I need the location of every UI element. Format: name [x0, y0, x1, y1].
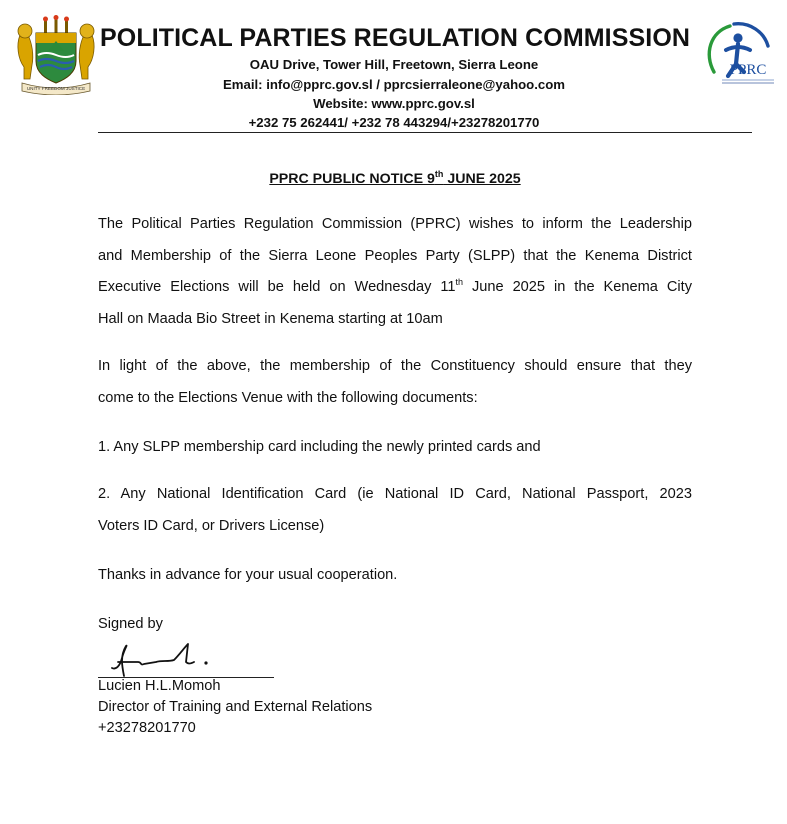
paragraph-line: In light of the above, the membership of the Constituency should ensure that they: [98, 358, 692, 374]
paragraph-line: come to the Elections Venue with the following documents:: [98, 389, 478, 406]
notice-title-suffix: JUNE 2025: [443, 171, 521, 187]
paragraph-line: Hall on Maada Bio Street in Kenema starting at 10am: [98, 310, 443, 327]
paragraph-line: and Membership of the Sierra Leone Peoples Party (SLPP) that the Kenema District: [98, 247, 692, 264]
header-address: OAU Drive, Tower Hill, Freetown, Sierra Leone: [249, 57, 539, 72]
paragraph-line: [98, 272, 692, 304]
paragraph-line: The Political Parties Regulation Commission (PPRC) wishes to inform the Leadership: [98, 216, 692, 232]
notice-title: [98, 169, 692, 187]
paragraph-line: 2. Any National Identification Card (ie National ID Card, National Passport, 2023: [98, 486, 692, 502]
paragraph-line-part: Executive Elections will be held on Wednesday 11: [98, 279, 456, 295]
list-item-national-id: [98, 479, 692, 542]
pprc-logo-text: PPRC: [729, 62, 767, 78]
paragraph-line-sup: th: [455, 277, 463, 287]
notice-title-prefix: PPRC PUBLIC NOTICE 9: [269, 171, 435, 187]
organization-title: POLITICAL PARTIES REGULATION COMMISSION: [100, 24, 691, 52]
handwritten-signature: [98, 640, 274, 680]
header-email: Email: info@pprc.gov.sl / pprcsierraleone@yahoo.com: [222, 77, 566, 92]
header-phones: +232 75 262441/ +232 78 443294/+23278201770: [248, 115, 540, 130]
paragraph-announcement: [98, 209, 692, 335]
list-item-membership-card: 1. Any SLPP membership card including the newly printed cards and: [98, 439, 541, 455]
signatory-title: Director of Training and External Relations: [98, 699, 373, 715]
coat-of-arms-motto: UNITY FREEDOM JUSTICE: [26, 86, 86, 91]
paragraph-instructions: [98, 351, 692, 414]
header-divider: [98, 132, 752, 133]
signatory-name: Lucien H.L.Momoh: [98, 678, 221, 694]
paragraph-line: Voters ID Card, or Drivers License): [98, 517, 325, 534]
coat-of-arms-logo: [14, 15, 98, 95]
header-website: Website: www.pprc.gov.sl: [313, 96, 475, 111]
pprc-logo: [704, 20, 778, 98]
closing-thanks: Thanks in advance for your usual cooperation.: [98, 567, 398, 583]
notice-title-sup: th: [434, 169, 444, 179]
signatory-phone: +23278201770: [98, 720, 196, 736]
signed-by-label: Signed by: [98, 616, 163, 632]
paragraph-line-part: June 2025 in the Kenema City: [463, 279, 692, 295]
